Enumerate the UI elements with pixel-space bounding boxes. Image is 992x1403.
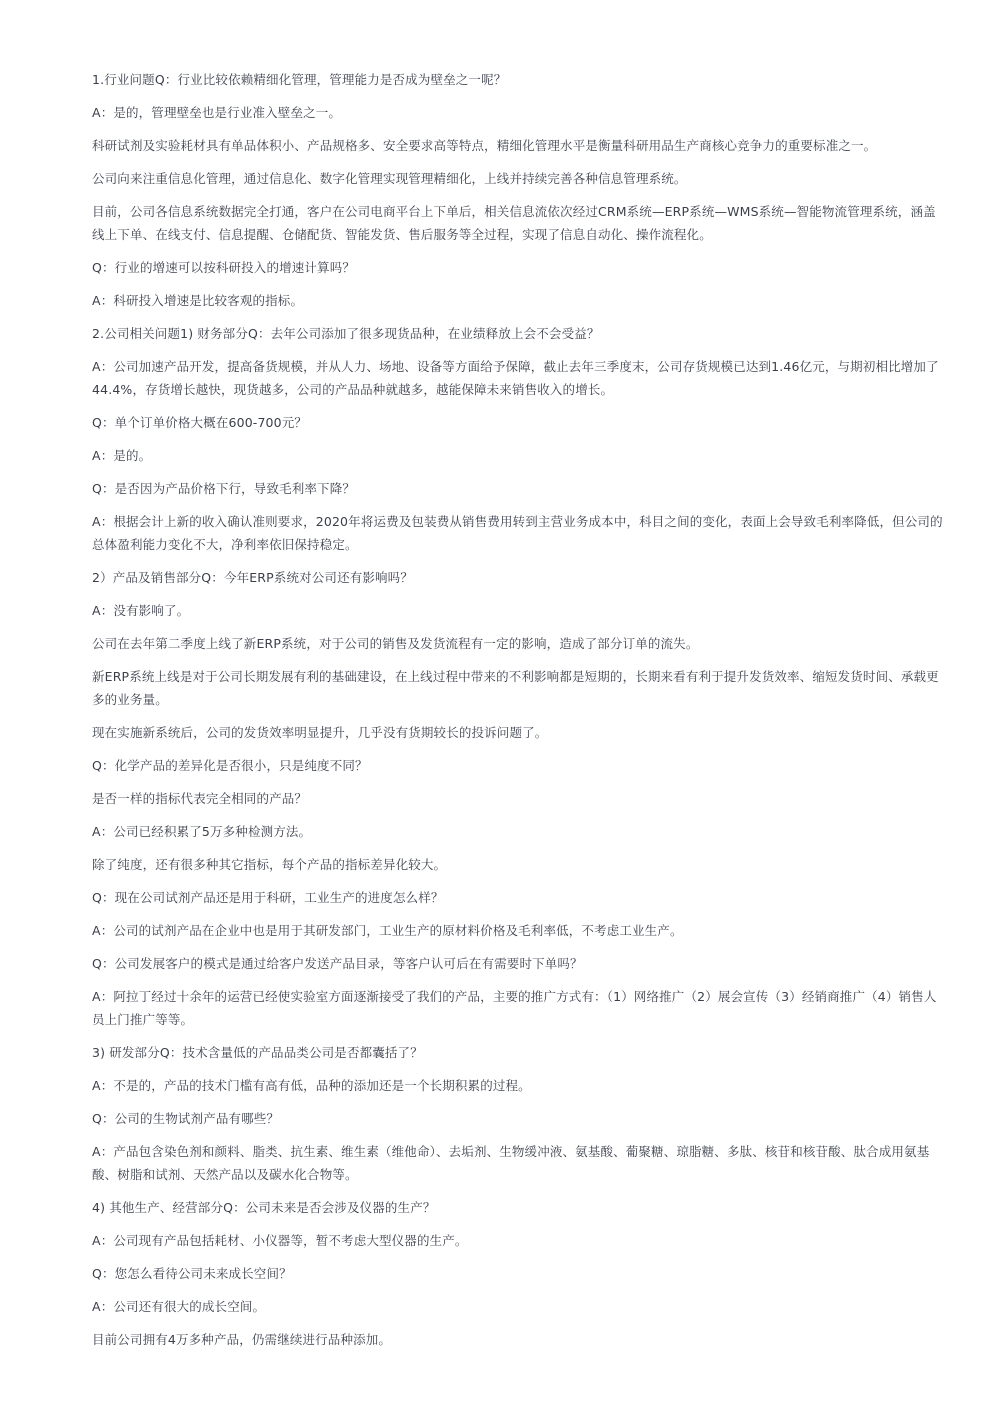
paragraph: 4) 其他生产、经营部分Q：公司未来是否会涉及仪器的生产？	[92, 1200, 436, 1215]
paragraph: A：根据会计上新的收入确认准则要求，2020年将运费及包装费从销售费用转到主营业务成本中，科目之间的变化，表面上会导致毛利率降低，但公司的总体盈利能力变化不大，净利率依旧保持稳定。	[92, 514, 943, 552]
paragraph: Q：现在公司试剂产品还是用于科研，工业生产的进度怎么样？	[92, 890, 444, 905]
paragraph: 是否一样的指标代表完全相同的产品？	[92, 791, 308, 806]
paragraph: Q：您怎么看待公司未来成长空间？	[92, 1266, 292, 1281]
paragraph: A：公司的试剂产品在企业中也是用于其研发部门，工业生产的原材料价格及毛利率低，不考虑工业生产。	[92, 923, 683, 938]
document-body	[92, 68, 944, 1361]
paragraph: Q：行业的增速可以按科研投入的增速计算吗？	[92, 260, 355, 275]
paragraph: 目前公司拥有4万多种产品，仍需继续进行品种添加。	[92, 1332, 392, 1347]
paragraph: A：没有影响了。	[92, 603, 190, 618]
paragraph: Q：公司发展客户的模式是通过给客户发送产品目录，等客户认可后在有需要时下单吗？	[92, 956, 583, 971]
paragraph: 除了纯度，还有很多种其它指标，每个产品的指标差异化较大。	[92, 857, 447, 872]
paragraph: 1.行业问题Q：行业比较依赖精细化管理，管理能力是否成为壁垒之一呢？	[92, 72, 507, 87]
paragraph: A：公司现有产品包括耗材、小仪器等，暂不考虑大型仪器的生产。	[92, 1233, 468, 1248]
paragraph: Q：是否因为产品价格下行，导致毛利率下降？	[92, 481, 355, 496]
paragraph: 3) 研发部分Q：技术含量低的产品品类公司是否都囊括了？	[92, 1045, 423, 1060]
paragraph: 科研试剂及实验耗材具有单品体积小、产品规格多、安全要求高等特点，精细化管理水平是衡量科研用品生产商核心竞争力的重要标准之一。	[92, 138, 877, 153]
paragraph: 现在实施新系统后，公司的发货效率明显提升，几乎没有货期较长的投诉问题了。	[92, 725, 548, 740]
paragraph: A：阿拉丁经过十余年的运营已经使实验室方面逐渐接受了我们的产品，主要的推广方式有：（1）网络推广（2）展会宣传（3）经销商推广（4）销售人员上门推广等等。	[92, 989, 937, 1027]
paragraph: 2）产品及销售部分Q：今年ERP系统对公司还有影响吗？	[92, 570, 413, 585]
paragraph: Q：单个订单价格大概在600-700元？	[92, 415, 308, 430]
paragraph: 目前，公司各信息系统数据完全打通，客户在公司电商平台上下单后，相关信息流依次经过CRM系统—ERP系统—WMS系统—智能物流管理系统，涵盖线上下单、在线支付、信息提醒、仓储配货、智能发货、售后服务等全过程，实现了信息自动化、操作流程化。	[92, 204, 936, 242]
paragraph: A：是的。	[92, 448, 152, 463]
paragraph: A：产品包含染色剂和颜料、脂类、抗生素、维生素（维他命）、去垢剂、生物缓冲液、氨基酸、葡聚糖、琼脂糖、多肽、核苷和核苷酸、肽合成用氨基酸、树脂和试剂、天然产品以及碳水化合物等。	[92, 1144, 930, 1182]
paragraph: A：不是的，产品的技术门槛有高有低，品种的添加还是一个长期积累的过程。	[92, 1078, 531, 1093]
paragraph: A：公司还有很大的成长空间。	[92, 1299, 266, 1314]
paragraph: Q：公司的生物试剂产品有哪些？	[92, 1111, 280, 1126]
paragraph: 新ERP系统上线是对于公司长期发展有利的基础建设，在上线过程中带来的不利影响都是短期的，长期来看有利于提升发货效率、缩短发货时间、承载更多的业务量。	[92, 669, 939, 707]
paragraph: A：公司已经积累了5万多种检测方法。	[92, 824, 312, 839]
paragraph: A：公司加速产品开发，提高备货规模，并从人力、场地、设备等方面给予保障，截止去年三季度末，公司存货规模已达到1.46亿元，与期初相比增加了44.4%，存货增长越快，现货越多，公司的产品品种就越多，越能保障未来销售收入的增长。	[92, 359, 939, 397]
paragraph: 2.公司相关问题1) 财务部分Q：去年公司添加了很多现货品种，在业绩释放上会不会受益？	[92, 326, 600, 341]
paragraph: A：是的，管理壁垒也是行业准入壁垒之一。	[92, 105, 342, 120]
paragraph: Q：化学产品的差异化是否很小，只是纯度不同？	[92, 758, 368, 773]
paragraph: 公司向来注重信息化管理，通过信息化、数字化管理实现管理精细化，上线并持续完善各种信息管理系统。	[92, 171, 687, 186]
paragraph: A：科研投入增速是比较客观的指标。	[92, 293, 304, 308]
paragraph: 公司在去年第二季度上线了新ERP系统，对于公司的销售及发货流程有一定的影响，造成了部分订单的流失。	[92, 636, 699, 651]
